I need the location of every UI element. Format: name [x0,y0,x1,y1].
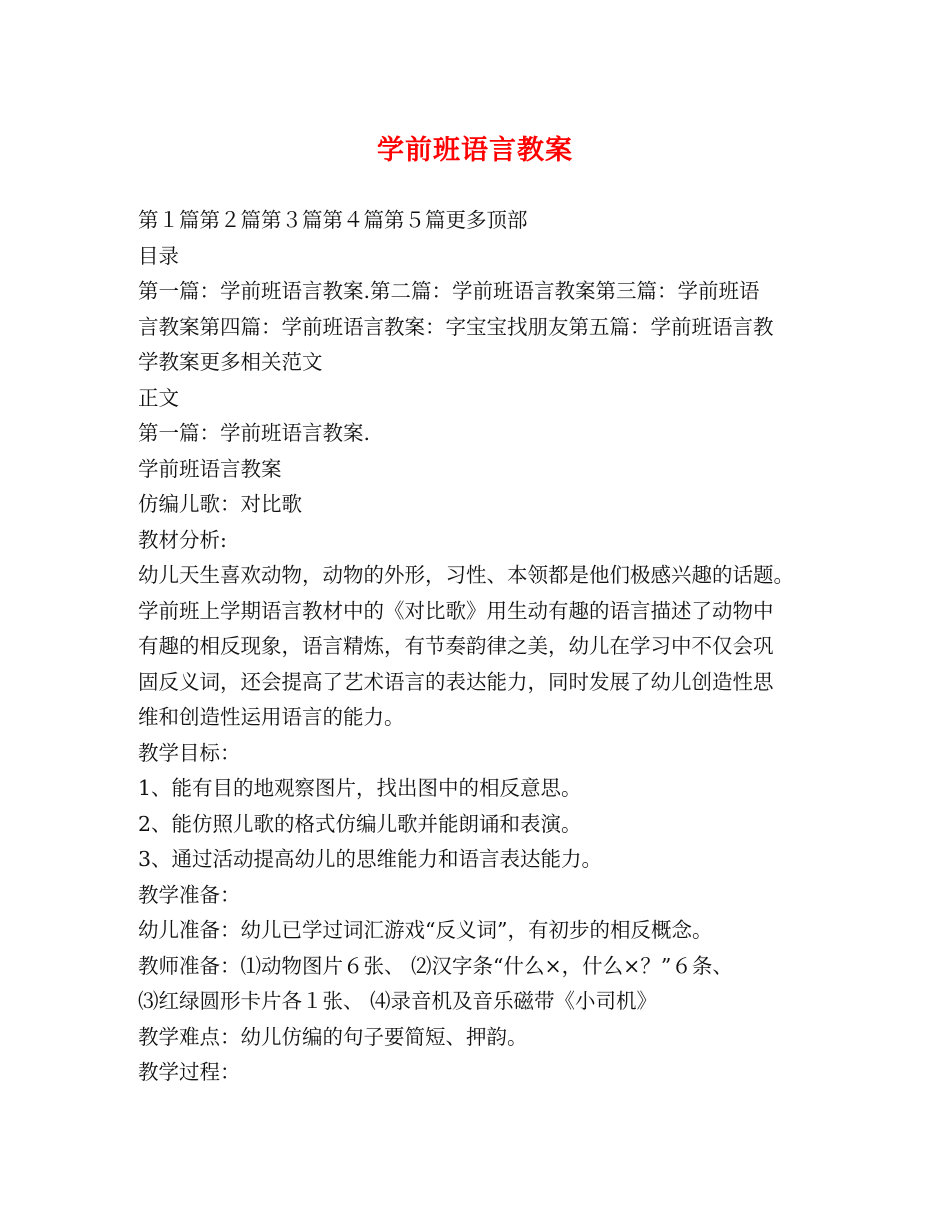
paragraph-line: ⑶红绿圆形卡片各１张、 ⑷录音机及音乐磁带《小司机》 [138,989,658,1013]
paragraph-line: 教师准备：⑴动物图片６张、 ⑵汉字条“什么×，什么×？”６条、 [138,953,733,978]
section-heading-contents: 目录 [138,243,179,268]
contents-line: 言教案第四篇：学前班语言教案：字宝宝找朋友第五篇：学前班语言教 [138,314,774,339]
list-item: 3、通过活动提高幼儿的思维能力和语言表达能力。 [138,847,603,871]
paragraph-line: 固反义词，还会提高了艺术语言的表达能力，同时发展了幼儿创造性思 [138,669,774,694]
subtitle-line: 学前班语言教案 [138,456,282,481]
paragraph-line: 教学难点：幼儿仿编的句子要简短、押韵。 [138,1024,528,1049]
document-title: 学前班语言教案 [377,135,573,166]
paragraph-heading: 教学目标： [138,740,241,765]
list-item: 1、能有目的地观察图片，找出图中的相反意思。 [138,776,582,800]
paragraph-line: 幼儿天生喜欢动物，动物的外形，习性、本领都是他们极感兴趣的话题。 [138,563,794,587]
document-body [138,203,828,1091]
chapter-heading: 第一篇：学前班语言教案. [138,421,371,445]
paragraph-heading: 教材分析: [138,527,227,552]
section-heading-body: 正文 [138,385,179,410]
toc-nav-line: 第１篇第２篇第３篇第４篇第５篇更多顶部 [138,208,528,232]
paragraph-line: 幼儿准备：幼儿已学过词汇游戏“反义词”，有初步的相反概念。 [138,918,713,942]
paragraph-line: 有趣的相反现象，语言精炼，有节奏韵律之美，幼儿在学习中不仅会巩 [138,634,774,658]
contents-line: 第一篇：学前班语言教案.第二篇：学前班语言教案第三篇：学前班语 [138,279,760,303]
lesson-topic: 仿编儿歌：对比歌 [138,492,302,516]
paragraph-heading: 教学准备： [138,882,241,907]
paragraph-line: 学前班上学期语言教材中的《对比歌》用生动有趣的语言描述了动物中 [138,598,774,623]
paragraph-heading: 教学过程： [138,1060,241,1084]
paragraph-line: 维和创造性运用语言的能力。 [138,705,405,729]
contents-line: 学教案更多相关范文 [138,350,323,374]
list-item: 2、能仿照儿歌的格式仿编儿歌并能朗诵和表演。 [138,811,582,836]
